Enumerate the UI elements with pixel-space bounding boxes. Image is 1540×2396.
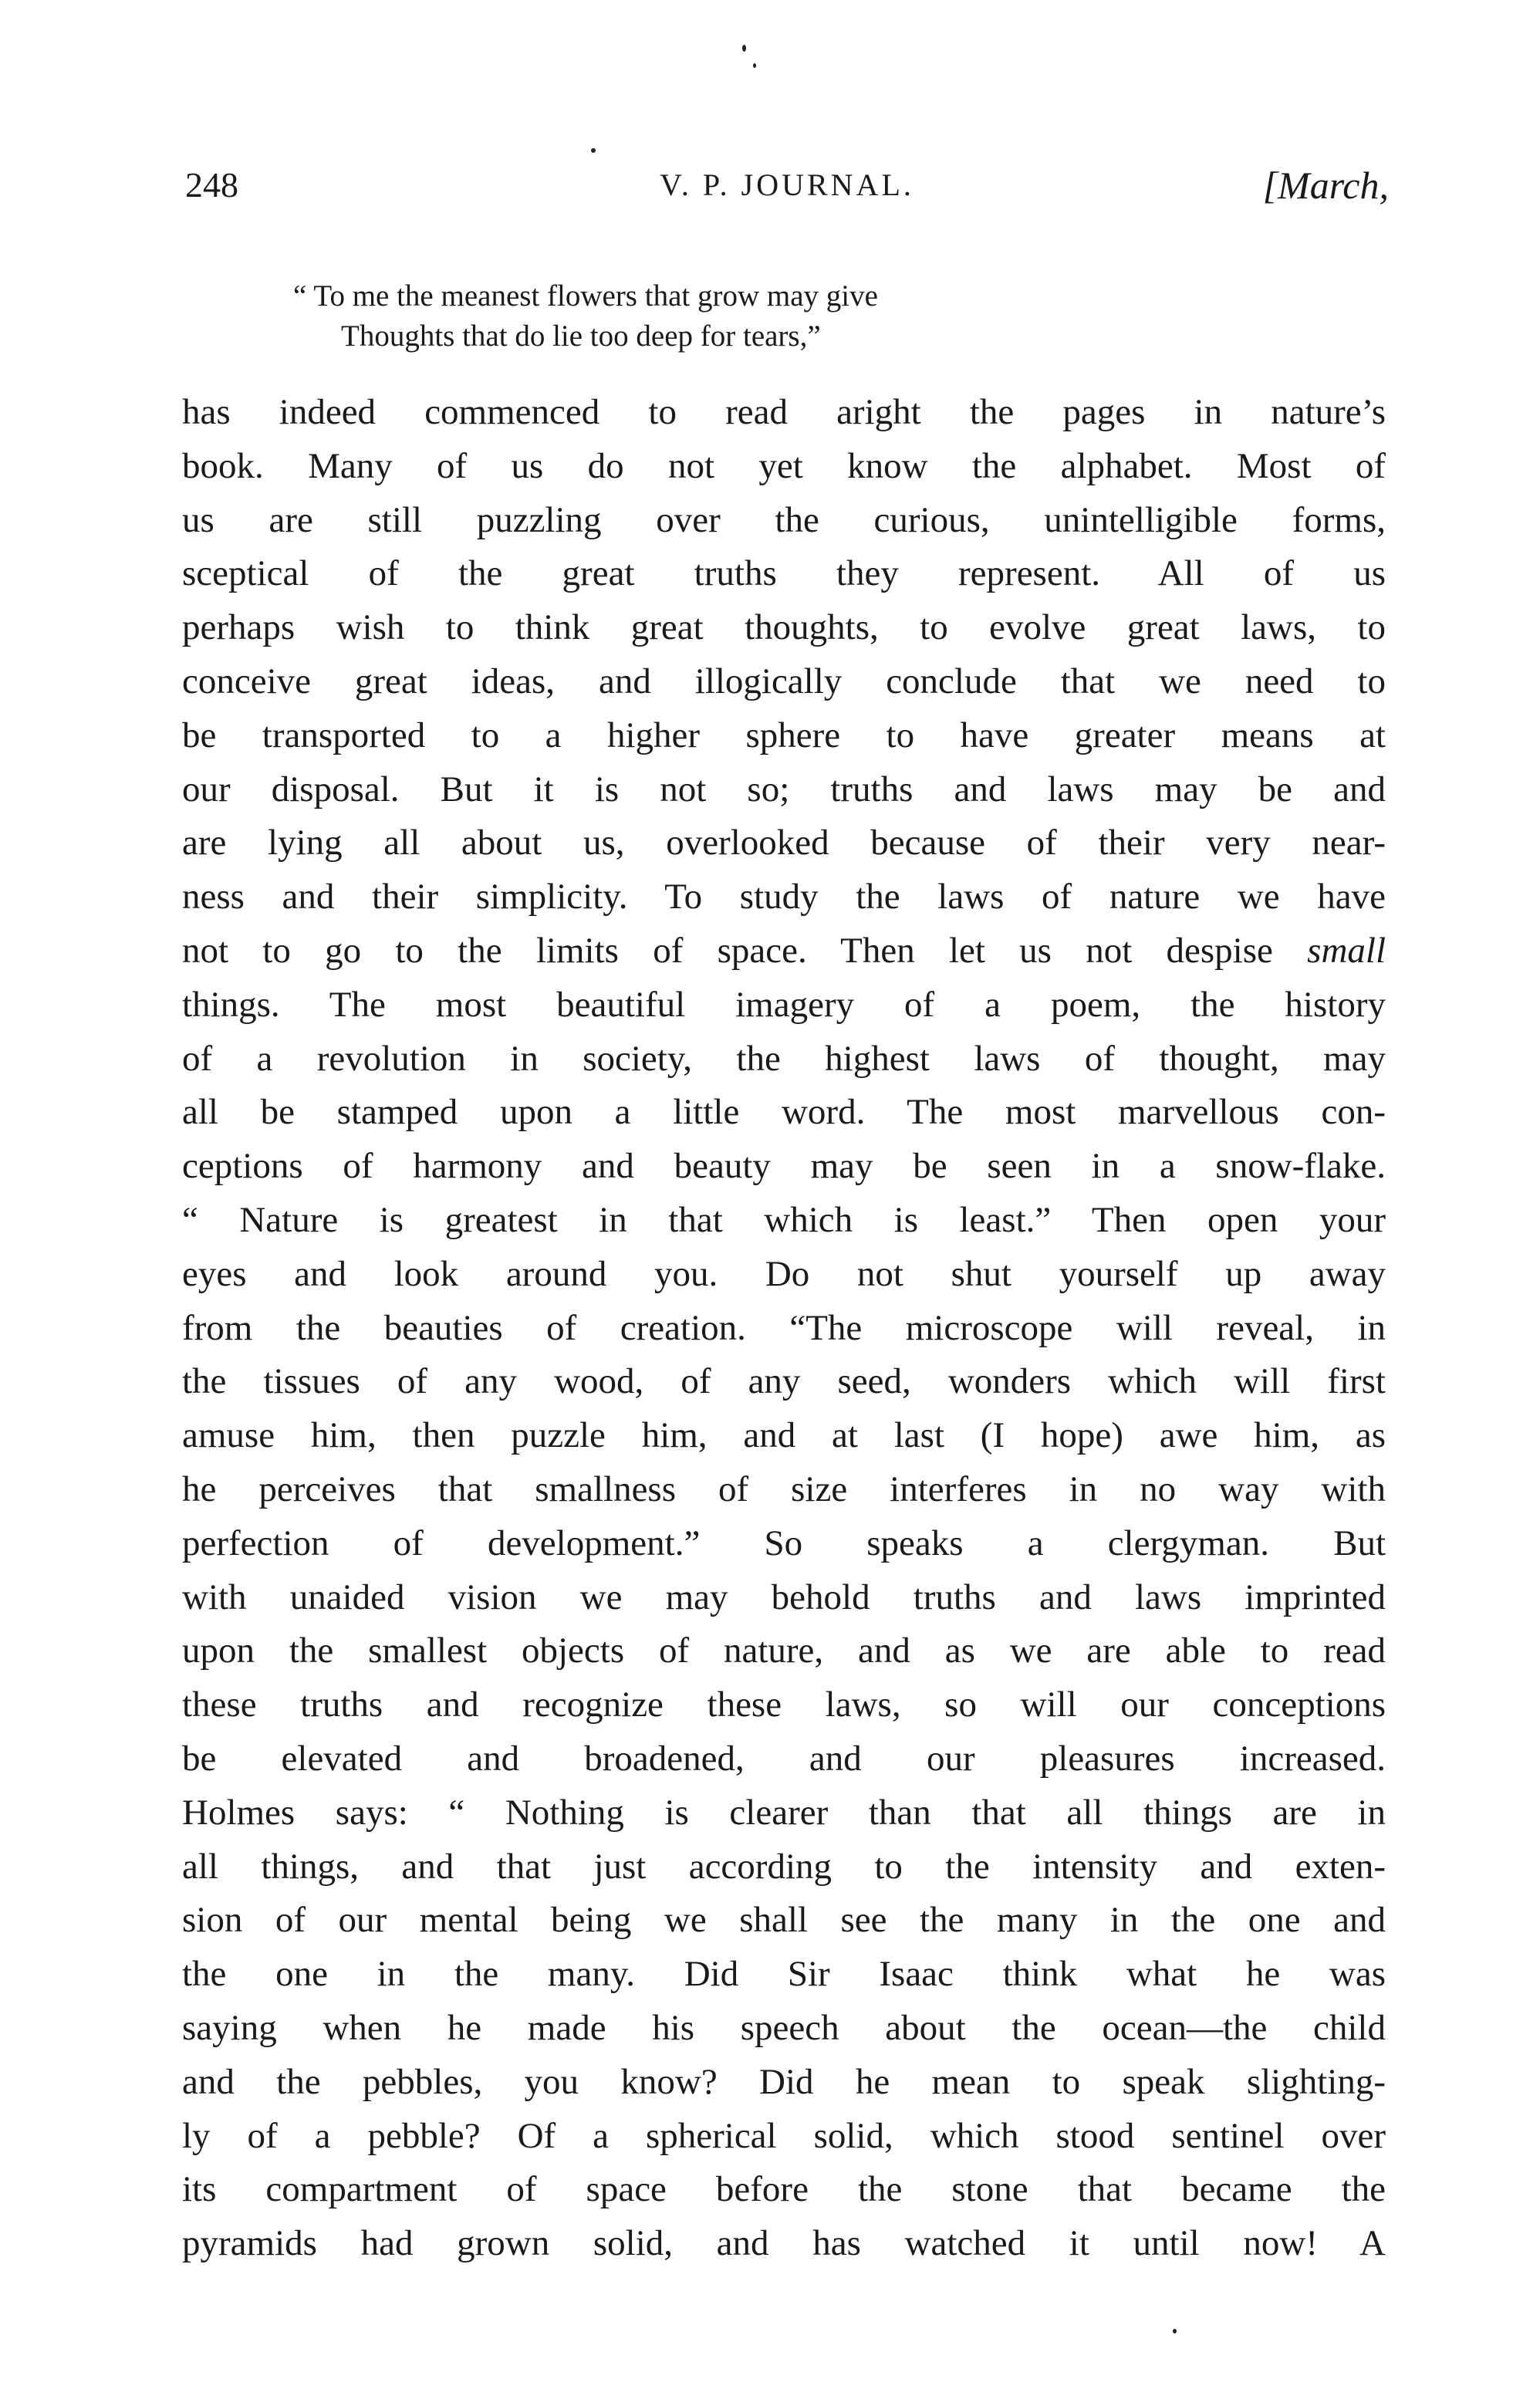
text-line: “ Nature is greatest in that which is least.” Then open your xyxy=(182,1199,1386,1240)
text-line: Holmes says: “ Nothing is clearer than that all things are in xyxy=(182,1792,1386,1833)
text-line: with unaided vision we may behold truths and laws imprinted xyxy=(182,1576,1386,1617)
text-line: ly of a pebble? Of a spherical solid, which stood sentinel over xyxy=(182,2115,1386,2156)
text-line: book. Many of us do not yet know the alphabet. Most of xyxy=(182,445,1386,486)
text-line: of a revolution in society, the highest laws of thought, may xyxy=(182,1038,1386,1079)
text-line: the one in the many. Did Sir Isaac think what he was xyxy=(182,1954,1386,1995)
text-line: ness and their simplicity. To study the laws of nature we have xyxy=(182,877,1386,918)
text-line: he perceives that smallness of size interferes in no way with xyxy=(182,1468,1386,1509)
text-line: from the beauties of creation. “The microscope will reveal, in xyxy=(182,1307,1386,1348)
ink-speck-mid xyxy=(591,148,596,153)
text-line: perfection of development.” So speaks a clergyman. But xyxy=(182,1522,1386,1563)
text-line: amuse him, then puzzle him, and at last (I hope) awe him, as xyxy=(182,1415,1386,1456)
epigraph-quote xyxy=(293,276,1296,357)
text-line: things. The most beautiful imagery of a poem, the history xyxy=(182,984,1386,1025)
epigraph-line: Thoughts that do lie too deep for tears,” xyxy=(341,319,821,353)
text-line: eyes and look around you. Do not shut yourself up away xyxy=(182,1253,1386,1294)
ink-speck-top xyxy=(742,45,746,52)
text-line: sceptical of the great truths they represent. All of us xyxy=(182,553,1386,594)
text-line: upon the smallest objects of nature, and as we are able to read xyxy=(182,1631,1386,1671)
text-line: pyramids had grown solid, and has watched it until now! A xyxy=(182,2223,1386,2264)
page-number: 248 xyxy=(185,165,238,204)
text-line: be elevated and broadened, and our pleasures increased. xyxy=(182,1738,1386,1779)
text-line: be transported to a higher sphere to have greater means at xyxy=(182,715,1386,755)
text-line: our disposal. But it is not so; truths and laws may be and xyxy=(182,769,1386,809)
text-line: has indeed commenced to read aright the pages in nature’s xyxy=(182,392,1386,432)
ink-speck-top-2 xyxy=(753,63,756,68)
running-title: V. P. JOURNAL. xyxy=(660,167,914,202)
text-line: all be stamped upon a little word. The most marvellous con- xyxy=(182,1092,1386,1133)
text-line: are lying all about us, overlooked because of their very near- xyxy=(182,823,1386,863)
ink-speck-bottom xyxy=(1173,2329,1177,2333)
text-line: and the pebbles, you know? Did he mean to speak slighting- xyxy=(182,2061,1386,2102)
epigraph-line: “ To me the meanest flowers that grow may give xyxy=(293,279,878,313)
text-line-with-italic xyxy=(182,924,1386,978)
text-line: these truths and recognize these laws, so will our conceptions xyxy=(182,1685,1386,1725)
italic-word: small xyxy=(1307,930,1386,971)
text-line: all things, and that just according to the intensity and exten- xyxy=(182,1846,1386,1887)
text-line: perhaps wish to think great thoughts, to evolve great laws, to xyxy=(182,607,1386,648)
text-line: saying when he made his speech about the ocean—the child xyxy=(182,2007,1386,2048)
running-header xyxy=(185,158,1389,212)
text-line: us are still puzzling over the curious, unintelligible forms, xyxy=(182,499,1386,540)
text-line: sion of our mental being we shall see the many in the one and xyxy=(182,1900,1386,1941)
text-line: ceptions of harmony and beauty may be seen in a snow-flake. xyxy=(182,1146,1386,1187)
text-line: conceive great ideas, and illogically conclude that we need to xyxy=(182,661,1386,701)
running-month: [March, xyxy=(1262,164,1389,207)
text-line: the tissues of any wood, of any seed, wonders which will first xyxy=(182,1361,1386,1402)
text-line-start: not to go to the limits of space. Then let us not despise xyxy=(182,930,1273,971)
text-line: its compartment of space before the stone that became the xyxy=(182,2169,1386,2210)
body-paragraph xyxy=(182,386,1386,2271)
